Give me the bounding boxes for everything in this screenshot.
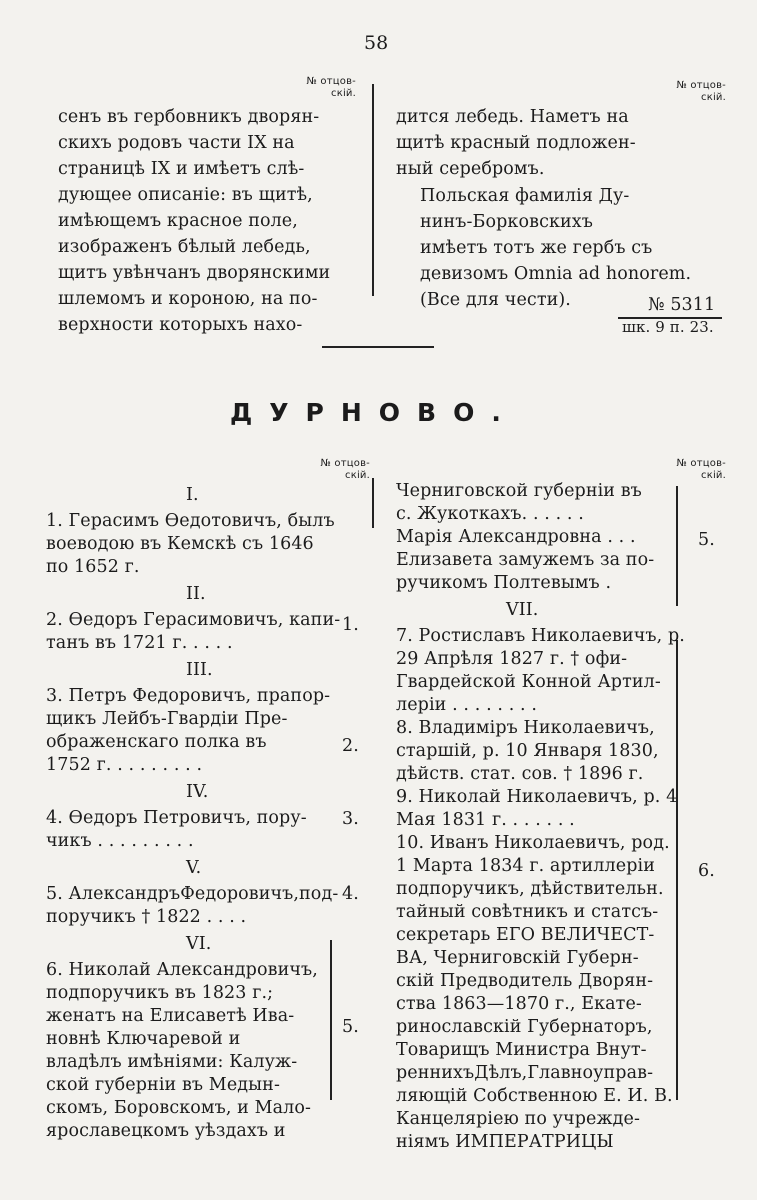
genealogy-entry: танъ въ 1721 г. . . . . (46, 633, 233, 653)
text-line: девизомъ Omnia ad honorem. (420, 264, 692, 284)
genealogy-entry: 1. Герасимъ Ѳедотовичъ, былъ (46, 511, 335, 531)
genealogy-entry: женатъ на Елисаветѣ Ива- (46, 1006, 295, 1026)
genealogy-entry: ВА, Черниговскій Губерн- (396, 948, 639, 968)
genealogy-entry: Мая 1831 г. . . . . . . (396, 810, 575, 830)
genealogy-entry: 29 Апрѣля 1827 г. † офи- (396, 649, 628, 669)
father-column-header: № отцов- скій. (676, 458, 726, 481)
text-line: страницѣ IX и имѣетъ слѣ- (58, 159, 305, 179)
text-line: Польская фамилія Ду- (420, 186, 630, 206)
genealogy-entry: щикъ Лейбъ-Гвардіи Пре- (46, 709, 288, 729)
genealogy-entry: ніямъ ИМПЕРАТРИЦЫ (396, 1132, 614, 1152)
text-line: верхности которыхъ нахо- (58, 315, 303, 335)
father-number: 3. (342, 809, 359, 829)
genealogy-entry: Черниговской губерніи въ (396, 481, 642, 501)
generation-heading: I. (186, 485, 199, 505)
generation-heading: IV. (186, 782, 209, 802)
genealogy-entry: ской губерніи въ Медын- (46, 1075, 280, 1095)
genealogy-entry: подпоручикъ, дѣйствительн. (396, 879, 664, 899)
genealogy-entry: 3. Петръ Федоровичъ, прапор- (46, 686, 331, 706)
genealogy-entry: 1752 г. . . . . . . . . (46, 755, 203, 775)
genealogy-entry: 10. Иванъ Николаевичъ, род. (396, 833, 670, 853)
column-divider (372, 478, 374, 528)
father-number: 1. (342, 615, 359, 635)
father-column-header: № отцов- скій. (676, 80, 726, 103)
genealogy-entry: Товарищъ Министра Внут- (396, 1040, 647, 1060)
genealogy-entry: ства 1863—1870 г., Екате- (396, 994, 642, 1014)
genealogy-entry: 6. Николай Александровичъ, (46, 960, 318, 980)
text-line: (Все для чести). (420, 290, 571, 310)
genealogy-entry: подпоручикъ въ 1823 г.; (46, 983, 274, 1003)
genealogy-entry: Канцеляріею по учрежде- (396, 1109, 640, 1129)
genealogy-entry: Марія Александровна . . . (396, 527, 636, 547)
genealogy-entry: новнѣ Ключаревой и (46, 1029, 241, 1049)
text-line: шлемомъ и короною, на по- (58, 289, 318, 309)
reference-number: № 5311 (648, 295, 716, 315)
genealogy-entry: леріи . . . . . . . . (396, 695, 538, 715)
father-column-header: № отцов- скій. (306, 76, 356, 99)
text-line: щитѣ красный подложен- (396, 133, 636, 153)
text-line: имѣетъ тотъ же гербъ съ (420, 238, 653, 258)
genealogy-entry: 1 Марта 1834 г. артиллеріи (396, 856, 655, 876)
text-line: нинъ-Борковскихъ (420, 212, 593, 232)
genealogy-entry: Гвардейской Конной Артил- (396, 672, 661, 692)
left-genealogy-column (46, 480, 340, 1143)
genealogy-entry: тайный совѣтникъ и статсъ- (396, 902, 659, 922)
father-number: 4. (342, 884, 359, 904)
section-rule (322, 346, 434, 348)
generation-heading: II. (186, 584, 206, 604)
genealogy-entry: воеводою въ Кемскѣ съ 1646 (46, 534, 314, 554)
text-line: ный серебромъ. (396, 159, 545, 179)
top-left-paragraph (58, 104, 330, 338)
right-genealogy-column (396, 480, 685, 1154)
text-line: изображенъ бѣлый лебедь, (58, 237, 311, 257)
genealogy-entry: владѣлъ имѣніями: Калуж- (46, 1052, 298, 1072)
genealogy-entry: скомъ, Боровскомъ, и Мало- (46, 1098, 312, 1118)
genealogy-entry: 7. Ростиславъ Николаевичъ, р. (396, 626, 685, 646)
column-divider (372, 84, 374, 296)
text-line: дующее описаніе: въ щитѣ, (58, 185, 313, 205)
father-number: 5. (698, 530, 715, 550)
father-number: 2. (342, 736, 359, 756)
genealogy-entry: 5. АлександръФедоровичъ,под- (46, 884, 339, 904)
generation-heading: VII. (506, 600, 539, 620)
father-column-header: № отцов- скій. (320, 458, 370, 481)
genealogy-entry: ляющій Собственною Е. И. В. (396, 1086, 673, 1106)
text-line: дится лебедь. Наметъ на (396, 107, 629, 127)
genealogy-entry: по 1652 г. (46, 557, 140, 577)
genealogy-entry: дѣйств. стат. сов. † 1896 г. (396, 764, 644, 784)
genealogy-entry: ображенскаго полка въ (46, 732, 267, 752)
genealogy-entry: поручикъ † 1822 . . . . (46, 907, 247, 927)
genealogy-entry: ринославскій Губернаторъ, (396, 1017, 653, 1037)
text-line: скихъ родовъ части IX на (58, 133, 295, 153)
genealogy-entry: 2. Ѳедоръ Герасимовичъ, капи- (46, 610, 341, 630)
genealogy-entry: секретарь ЕГО ВЕЛИЧЕСТ- (396, 925, 655, 945)
text-line: щитъ увѣнчанъ дворянскими (58, 263, 331, 283)
father-number: 6. (698, 861, 715, 881)
genealogy-entry: реннихъДѣлъ,Главноуправ- (396, 1063, 654, 1083)
reference-location: шк. 9 п. 23. (622, 318, 714, 336)
genealogy-entry: ярославецкомъ уѣздахъ и (46, 1121, 286, 1141)
genealogy-entry: ручикомъ Полтевымъ . (396, 573, 612, 593)
genealogy-entry: старшій, р. 10 Января 1830, (396, 741, 659, 761)
genealogy-entry: 8. Владиміръ Николаевичъ, (396, 718, 655, 738)
genealogy-entry: скій Предводитель Дворян- (396, 971, 654, 991)
genealogy-entry: Елизавета замужемъ за по- (396, 550, 655, 570)
generation-heading: V. (186, 858, 202, 878)
text-line: имѣющемъ красное поле, (58, 211, 298, 231)
genealogy-entry: с. Жукоткахъ. . . . . . (396, 504, 584, 524)
generation-heading: III. (186, 660, 213, 680)
father-number: 5. (342, 1017, 359, 1037)
family-title: ДУРНОВО. (230, 398, 518, 427)
generation-heading: VI. (186, 934, 212, 954)
text-line: сенъ въ гербовникъ дворян- (58, 107, 320, 127)
page-number: 58 (364, 32, 389, 54)
genealogy-entry: чикъ . . . . . . . . . (46, 831, 194, 851)
genealogy-entry: 9. Николай Николаевичъ, р. 4 (396, 787, 678, 807)
top-right-paragraph (396, 104, 636, 182)
genealogy-entry: 4. Ѳедоръ Петровичъ, пору- (46, 808, 307, 828)
